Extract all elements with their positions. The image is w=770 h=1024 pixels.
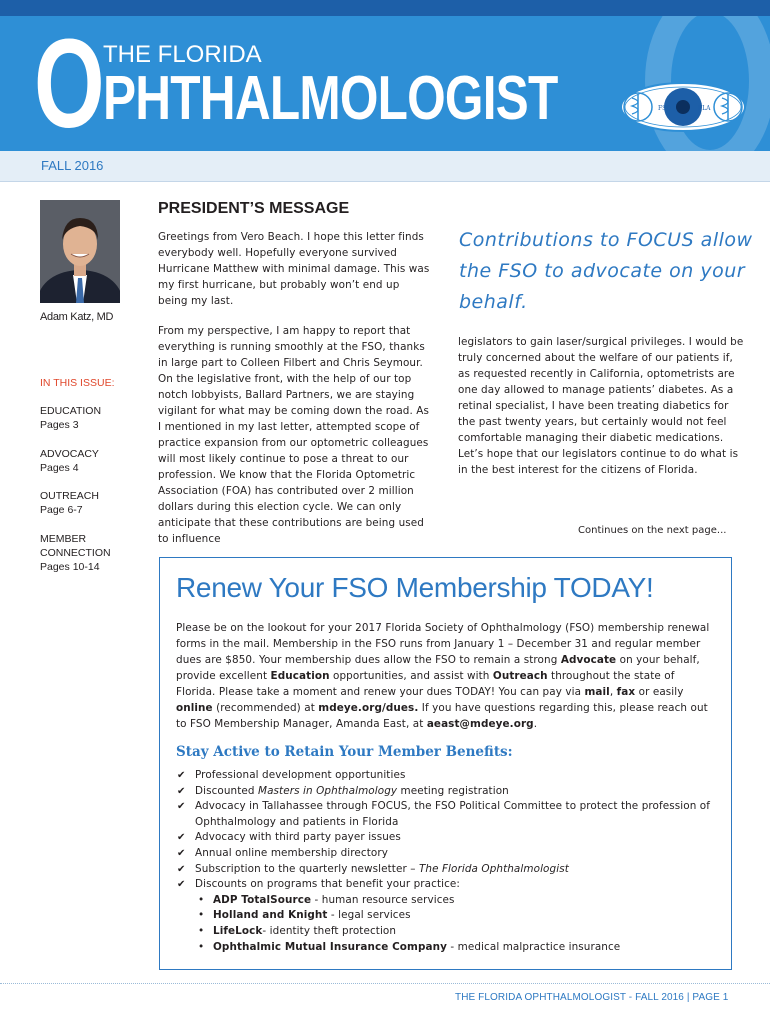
logo-fla-text: FLA — [698, 105, 711, 112]
checkmark-icon: ✔ — [177, 832, 186, 844]
benefits-list — [176, 768, 726, 955]
list-item: ✔ Discounted Masters in Ophthalmology meeting registration — [176, 784, 726, 800]
issue-bar — [0, 151, 770, 182]
list-item: ✔ Annual online membership directory — [176, 846, 726, 862]
keyword-education: Education — [270, 670, 330, 682]
pay-online: online — [176, 702, 213, 714]
list-item: ✔ Professional development opportunities — [176, 768, 726, 784]
renew-body: Please be on the lookout for your 2017 Florida Society of Ophthalmology (FSO) membership renewal forms in the mail. Membership in the FSO runs from January 1 – December 31 and regular member dues are $850. Your membership dues allow the FSO to remain a strong Advocate on your behalf, provide excellent Education opportunities, and assist with Outreach throughout the state of Florida. Please take a moment and renew your dues TODAY! You can pay via mail, fax or easily online (recommended) at mdeye.org/dues. If you have questions regarding this, please reach out to FSO Membership Manager, Amanda East, at aeast@mdeye.org. — [176, 622, 710, 730]
keyword-advocate: Advocate — [560, 654, 617, 666]
keyword-outreach: Outreach — [492, 670, 548, 682]
toc-item-advocacy[interactable] — [40, 447, 99, 475]
benefits-heading: Stay Active to Retain Your Member Benefits: — [176, 744, 513, 760]
masthead-the-florida: THE FLORIDA — [103, 41, 262, 68]
message-paragraph-2: From my perspective, I am happy to report that everything is running smoothly at the FSO, thanks in large part to Colleen Filbert and Chris Seymour. On the legislative front, with the help of our top notch lobbyists, Ballard Partners, we are staying vigilant for what may be coming down the road. As I mentioned in my last letter, attempted scope of practice expansion from our optometric colleagues will most likely continue to pose a threat to our profession. We know that the Florida Optometric Association (FOA) has contributed over 2 million dollars during this election cycle. We can only anticipate that these contributions are being used to influence — [158, 325, 430, 545]
pull-quote: Contributions to FOCUS allow the FSO to advocate on your behalf. — [459, 229, 753, 313]
masthead-title: PHTHALMOLOGIST — [103, 64, 558, 133]
checkmark-icon: ✔ — [177, 785, 186, 797]
list-item: ✔ Discounts on programs that benefit your practice: — [176, 877, 726, 893]
discount-item: • Holland and Knight - legal services — [176, 908, 726, 924]
fso-eye-logo — [618, 76, 748, 138]
dues-link[interactable]: mdeye.org/dues. — [318, 702, 419, 714]
pay-mail: mail — [584, 686, 610, 698]
toc-pages: Page 6-7 — [40, 504, 83, 516]
toc-pages: Pages 3 — [40, 419, 79, 431]
discount-item: • ADP TotalSource - human resource services — [176, 893, 726, 909]
presidents-message-heading: PRESIDENT’S MESSAGE — [158, 200, 350, 217]
toc-pages: Pages 10-14 — [40, 561, 100, 573]
checkmark-icon: ✔ — [177, 770, 186, 781]
toc-title-line2: CONNECTION — [40, 547, 111, 559]
list-item: ✔ Advocacy with third party payer issues — [176, 830, 726, 846]
president-photo — [40, 200, 120, 303]
bullet-icon: • — [198, 940, 205, 953]
checkmark-icon: ✔ — [177, 879, 186, 891]
email-link[interactable]: aeast@mdeye.org — [426, 718, 534, 730]
toc-title: MEMBER — [40, 533, 87, 545]
list-item: ✔ Subscription to the quarterly newsletter – The Florida Ophthalmologist — [176, 862, 726, 878]
toc-pages: Pages 4 — [40, 462, 79, 474]
pay-fax: fax — [616, 686, 636, 698]
discount-item: • Ophthalmic Mutual Insurance Company - medical malpractice insurance — [176, 940, 726, 956]
toc-item-outreach[interactable] — [40, 489, 99, 517]
masthead — [0, 16, 770, 151]
in-this-issue-heading: IN THIS ISSUE: — [40, 377, 115, 389]
toc-title: OUTREACH — [40, 490, 99, 502]
photo-caption: Adam Katz, MD — [40, 311, 114, 323]
bullet-icon: • — [198, 893, 205, 906]
logo-fso-text: FSO — [658, 105, 672, 112]
bullet-icon: • — [198, 924, 205, 937]
renew-title: Renew Your FSO Membership TODAY! — [176, 572, 654, 603]
toc-title: EDUCATION — [40, 405, 102, 417]
page-footer: THE FLORIDA OPHTHALMOLOGIST - FALL 2016 | PAGE 1 — [455, 992, 729, 1003]
toc-title: ADVOCACY — [40, 448, 99, 460]
checkmark-icon: ✔ — [177, 863, 186, 875]
toc-item-education[interactable] — [40, 404, 101, 432]
checkmark-icon: ✔ — [177, 801, 186, 813]
bullet-icon: • — [198, 909, 205, 922]
list-item: ✔ Advocacy in Tallahassee through FOCUS, the FSO Political Committee to protect the profession of Ophthalmology and patients in Florida — [177, 800, 711, 828]
footer-divider — [0, 983, 770, 984]
continues-note: Continues on the next page... — [578, 525, 727, 536]
masthead-big-letter: O — [34, 16, 105, 151]
issue-label: FALL 2016 — [41, 158, 104, 173]
toc-item-member-connection[interactable] — [40, 532, 111, 574]
top-accent-bar — [0, 0, 770, 16]
discount-item: • LifeLock- identity theft protection — [176, 924, 726, 940]
message-paragraph-3: legislators to gain laser/surgical privileges. I would be truly concerned about the welfare of our patients if, as requested recently in California, optometrists are one day allowed to manage patients’ diabetes. As a retinal specialist, I have been treating diabetics for the past twenty years, but certainly would not feel comfortable managing their diabetic medications. Let’s hope that our legislators continue to do what is in the best interest for the citizens of Florida. — [458, 336, 744, 476]
checkmark-icon: ✔ — [177, 847, 186, 859]
message-paragraph-1: Greetings from Vero Beach. I hope this letter finds everybody well. Hopefully everyone survived Hurricane Matthew with minimal damage. This was my first hurricane, but probably won’t end up being my last. — [158, 231, 430, 307]
